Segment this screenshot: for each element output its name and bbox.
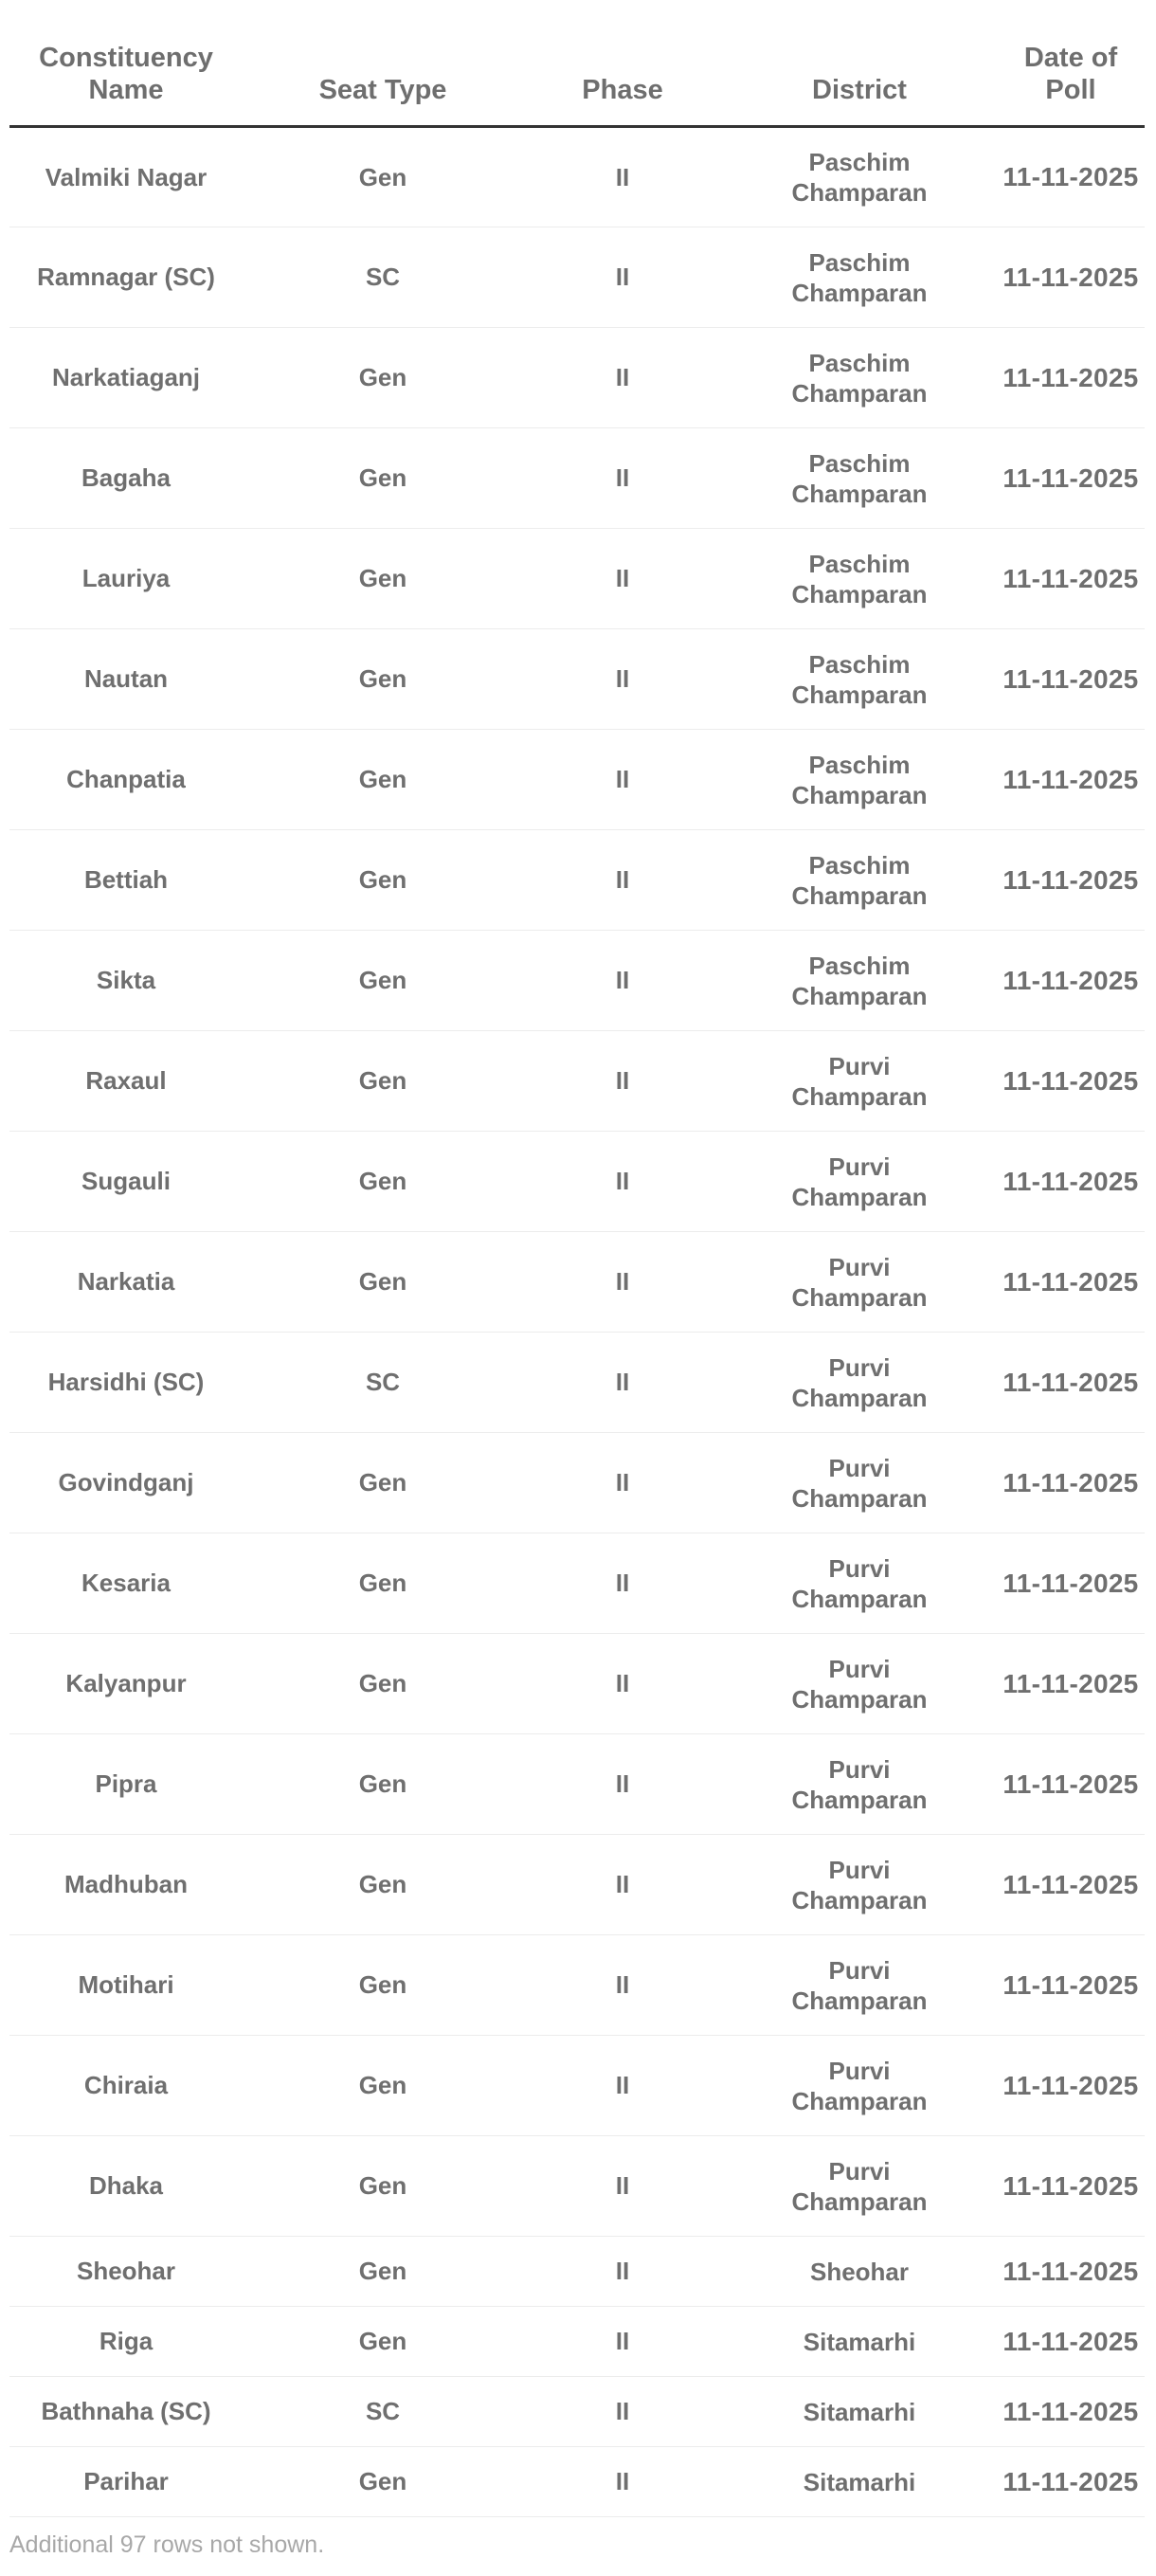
cell-seat-type: Gen	[243, 328, 523, 428]
table-row	[9, 1634, 1145, 1734]
cell-district: Paschim Champaran	[722, 931, 997, 1031]
cell-district: Paschim Champaran	[722, 227, 997, 328]
cell-date-of-poll: 11-11-2025	[997, 328, 1145, 428]
cell-seat-type: SC	[243, 1333, 523, 1433]
cell-date-of-poll: 11-11-2025	[997, 830, 1145, 931]
cell-constituency-name: Bettiah	[9, 830, 243, 931]
cell-seat-type: Gen	[243, 2237, 523, 2307]
cell-date-of-poll: 11-11-2025	[997, 2447, 1145, 2517]
cell-date-of-poll: 11-11-2025	[997, 1132, 1145, 1232]
cell-constituency-name: Bathnaha (SC)	[9, 2377, 243, 2447]
table-header	[9, 34, 1145, 127]
cell-district: Sheohar	[722, 2237, 997, 2307]
cell-constituency-name: Ramnagar (SC)	[9, 227, 243, 328]
cell-district: Purvi Champaran	[722, 1634, 997, 1734]
cell-date-of-poll: 11-11-2025	[997, 730, 1145, 830]
table-row	[9, 1433, 1145, 1533]
cell-district: Purvi Champaran	[722, 2136, 997, 2237]
cell-constituency-name: Madhuban	[9, 1835, 243, 1935]
cell-constituency-name: Bagaha	[9, 428, 243, 529]
cell-seat-type: Gen	[243, 1935, 523, 2036]
cell-phase: II	[523, 830, 722, 931]
table-row	[9, 730, 1145, 830]
table-row	[9, 529, 1145, 629]
cell-phase: II	[523, 1333, 722, 1433]
cell-phase: II	[523, 730, 722, 830]
table-row	[9, 2036, 1145, 2136]
cell-district: Paschim Champaran	[722, 629, 997, 730]
table-row	[9, 1935, 1145, 2036]
cell-district: Paschim Champaran	[722, 529, 997, 629]
cell-phase: II	[523, 328, 722, 428]
cell-seat-type: Gen	[243, 529, 523, 629]
table-row	[9, 1533, 1145, 1634]
table-row	[9, 1835, 1145, 1935]
cell-constituency-name: Kesaria	[9, 1533, 243, 1634]
cell-district: Purvi Champaran	[722, 1935, 997, 2036]
cell-phase: II	[523, 629, 722, 730]
cell-district: Purvi Champaran	[722, 1734, 997, 1835]
cell-phase: II	[523, 2136, 722, 2237]
cell-constituency-name: Riga	[9, 2307, 243, 2377]
cell-seat-type: Gen	[243, 931, 523, 1031]
table-row	[9, 1232, 1145, 1333]
cell-seat-type: Gen	[243, 2307, 523, 2377]
table-row	[9, 328, 1145, 428]
cell-seat-type: Gen	[243, 2447, 523, 2517]
cell-constituency-name: Sikta	[9, 931, 243, 1031]
cell-constituency-name: Pipra	[9, 1734, 243, 1835]
cell-constituency-name: Dhaka	[9, 2136, 243, 2237]
cell-date-of-poll: 11-11-2025	[997, 127, 1145, 227]
cell-district: Paschim Champaran	[722, 730, 997, 830]
cell-phase: II	[523, 1835, 722, 1935]
table-row	[9, 931, 1145, 1031]
cell-district: Paschim Champaran	[722, 428, 997, 529]
table-body	[9, 127, 1145, 2517]
cell-district: Paschim Champaran	[722, 328, 997, 428]
cell-phase: II	[523, 529, 722, 629]
cell-phase: II	[523, 2036, 722, 2136]
cell-phase: II	[523, 1232, 722, 1333]
cell-district: Paschim Champaran	[722, 830, 997, 931]
cell-phase: II	[523, 931, 722, 1031]
table-row	[9, 1333, 1145, 1433]
cell-date-of-poll: 11-11-2025	[997, 2307, 1145, 2377]
cell-seat-type: Gen	[243, 2136, 523, 2237]
cell-seat-type: Gen	[243, 1232, 523, 1333]
table-row	[9, 1132, 1145, 1232]
cell-constituency-name: Parihar	[9, 2447, 243, 2517]
cell-district: Purvi Champaran	[722, 2036, 997, 2136]
cell-district: Purvi Champaran	[722, 1433, 997, 1533]
cell-district: Sitamarhi	[722, 2377, 997, 2447]
cell-date-of-poll: 11-11-2025	[997, 2377, 1145, 2447]
cell-date-of-poll: 11-11-2025	[997, 629, 1145, 730]
cell-phase: II	[523, 227, 722, 328]
table-row	[9, 830, 1145, 931]
cell-date-of-poll: 11-11-2025	[997, 1433, 1145, 1533]
cell-constituency-name: Harsidhi (SC)	[9, 1333, 243, 1433]
cell-phase: II	[523, 1533, 722, 1634]
cell-district: Paschim Champaran	[722, 127, 997, 227]
cell-phase: II	[523, 428, 722, 529]
cell-seat-type: Gen	[243, 127, 523, 227]
cell-seat-type: Gen	[243, 1132, 523, 1232]
cell-phase: II	[523, 1935, 722, 2036]
cell-seat-type: Gen	[243, 1433, 523, 1533]
cell-phase: II	[523, 2377, 722, 2447]
cell-date-of-poll: 11-11-2025	[997, 1734, 1145, 1835]
cell-district: Sitamarhi	[722, 2307, 997, 2377]
cell-date-of-poll: 11-11-2025	[997, 428, 1145, 529]
cell-seat-type: Gen	[243, 1634, 523, 1734]
cell-phase: II	[523, 1734, 722, 1835]
table-row	[9, 2377, 1145, 2447]
cell-constituency-name: Narkatiaganj	[9, 328, 243, 428]
cell-seat-type: Gen	[243, 1533, 523, 1634]
cell-phase: II	[523, 1433, 722, 1533]
cell-phase: II	[523, 2447, 722, 2517]
cell-constituency-name: Narkatia	[9, 1232, 243, 1333]
cell-seat-type: SC	[243, 227, 523, 328]
table-row	[9, 2237, 1145, 2307]
table-row	[9, 2447, 1145, 2517]
header-phase: Phase	[523, 34, 722, 127]
cell-phase: II	[523, 2237, 722, 2307]
table-row	[9, 428, 1145, 529]
cell-phase: II	[523, 127, 722, 227]
cell-phase: II	[523, 1031, 722, 1132]
cell-constituency-name: Sheohar	[9, 2237, 243, 2307]
cell-seat-type: Gen	[243, 629, 523, 730]
header-district: District	[722, 34, 997, 127]
cell-date-of-poll: 11-11-2025	[997, 2136, 1145, 2237]
cell-date-of-poll: 11-11-2025	[997, 529, 1145, 629]
cell-constituency-name: Raxaul	[9, 1031, 243, 1132]
cell-seat-type: Gen	[243, 1031, 523, 1132]
cell-date-of-poll: 11-11-2025	[997, 227, 1145, 328]
cell-date-of-poll: 11-11-2025	[997, 1935, 1145, 2036]
table-row	[9, 1734, 1145, 1835]
footnote: Additional 97 rows not shown.	[9, 2531, 325, 2558]
cell-date-of-poll: 11-11-2025	[997, 2036, 1145, 2136]
cell-date-of-poll: 11-11-2025	[997, 1835, 1145, 1935]
cell-date-of-poll: 11-11-2025	[997, 2237, 1145, 2307]
header-constituency-name: Constituency Name	[9, 34, 243, 127]
cell-constituency-name: Sugauli	[9, 1132, 243, 1232]
table-row	[9, 127, 1145, 227]
table-row	[9, 2136, 1145, 2237]
cell-constituency-name: Lauriya	[9, 529, 243, 629]
cell-district: Purvi Champaran	[722, 1533, 997, 1634]
header-seat-type: Seat Type	[243, 34, 523, 127]
header-date-of-poll: Date of Poll	[997, 34, 1145, 127]
cell-constituency-name: Kalyanpur	[9, 1634, 243, 1734]
cell-date-of-poll: 11-11-2025	[997, 1031, 1145, 1132]
table-row	[9, 227, 1145, 328]
cell-district: Purvi Champaran	[722, 1333, 997, 1433]
table-row	[9, 1031, 1145, 1132]
cell-date-of-poll: 11-11-2025	[997, 1533, 1145, 1634]
constituency-table	[9, 34, 1145, 2517]
cell-date-of-poll: 11-11-2025	[997, 1634, 1145, 1734]
cell-seat-type: Gen	[243, 1835, 523, 1935]
cell-date-of-poll: 11-11-2025	[997, 1333, 1145, 1433]
cell-date-of-poll: 11-11-2025	[997, 931, 1145, 1031]
cell-constituency-name: Chanpatia	[9, 730, 243, 830]
table-row	[9, 2307, 1145, 2377]
table-row	[9, 629, 1145, 730]
cell-district: Purvi Champaran	[722, 1031, 997, 1132]
cell-seat-type: Gen	[243, 428, 523, 529]
cell-date-of-poll: 11-11-2025	[997, 1232, 1145, 1333]
cell-seat-type: Gen	[243, 730, 523, 830]
cell-district: Sitamarhi	[722, 2447, 997, 2517]
cell-constituency-name: Nautan	[9, 629, 243, 730]
cell-seat-type: Gen	[243, 2036, 523, 2136]
cell-seat-type: SC	[243, 2377, 523, 2447]
cell-phase: II	[523, 2307, 722, 2377]
cell-seat-type: Gen	[243, 830, 523, 931]
cell-phase: II	[523, 1634, 722, 1734]
cell-phase: II	[523, 1132, 722, 1232]
cell-seat-type: Gen	[243, 1734, 523, 1835]
cell-district: Purvi Champaran	[722, 1232, 997, 1333]
cell-district: Purvi Champaran	[722, 1132, 997, 1232]
cell-district: Purvi Champaran	[722, 1835, 997, 1935]
cell-constituency-name: Chiraia	[9, 2036, 243, 2136]
cell-constituency-name: Govindganj	[9, 1433, 243, 1533]
cell-constituency-name: Motihari	[9, 1935, 243, 2036]
cell-constituency-name: Valmiki Nagar	[9, 127, 243, 227]
